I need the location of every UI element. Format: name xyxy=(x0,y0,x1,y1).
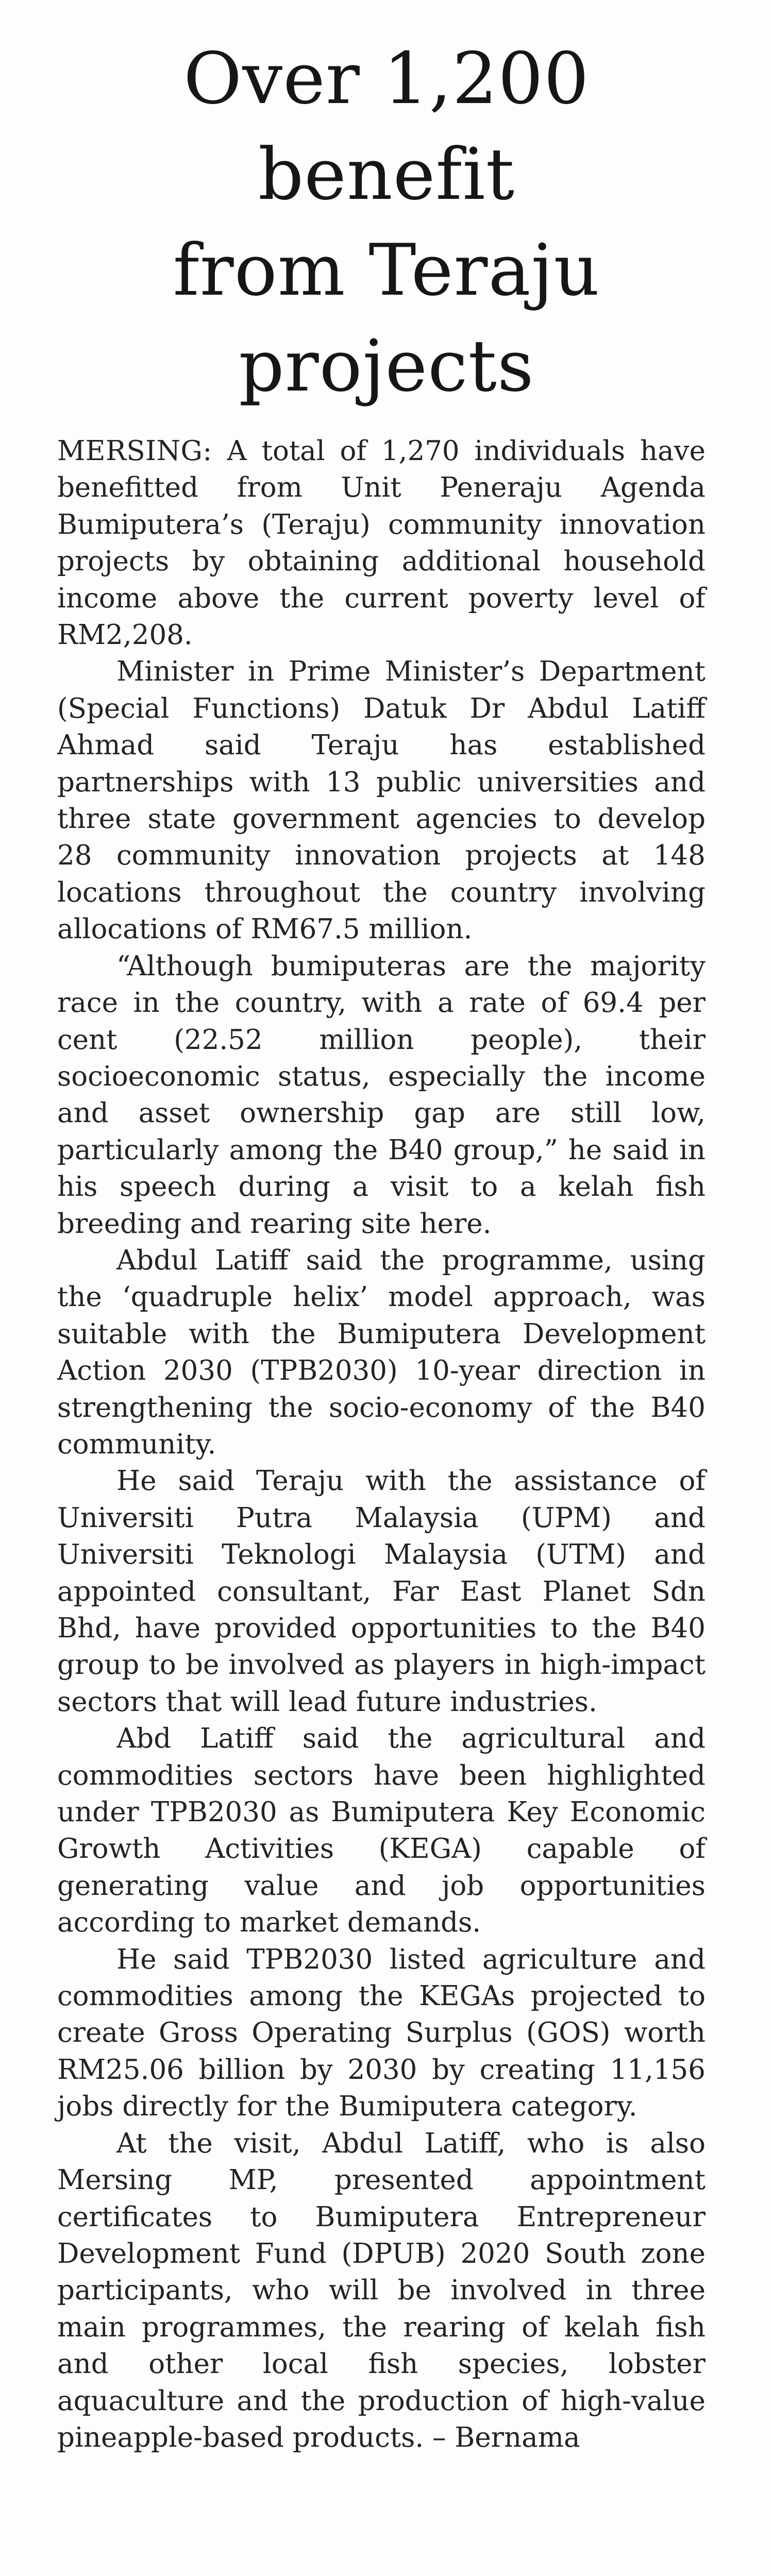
article-paragraph-4: Abdul Latiff said the programme, using the ‘quadruple helix’ model approach, was suitable with the Bumiputera Development Action 2030 (TPB2030) 10-year direction in strengthening the socio-economy of the B40 community. xyxy=(57,1244,705,1460)
headline-line-2: benefit xyxy=(258,133,515,216)
headline xyxy=(0,0,773,414)
article-body xyxy=(57,433,705,2456)
article-paragraph-5: He said Teraju with the assistance of Universiti Putra Malaysia (UPM) and Universiti Teknologi Malaysia (UTM) and appointed consultant, Far East Planet Sdn Bhd, have provided opportunities to the B40 group to be involved as players in high-impact sectors that will lead future industries. xyxy=(57,1465,705,1718)
article-paragraph-8: At the visit, Abdul Latiff, who is also Mersing MP, presented appointment certificates to Bumiputera Entrepreneur Development Fund (DPUB) 2020 South zone participants, who will be involved in three main programmes, the rearing of kelah fish and other local fish species, lobster aquaculture and the production of high-value pineapple-based products. – Bernama xyxy=(57,2127,705,2453)
headline-line-1: Over 1,200 xyxy=(183,37,590,120)
headline-line-3: from Teraju xyxy=(173,229,600,312)
article-paragraph-1-text: A total of 1,270 individuals have benefitted from Unit Peneraju Agenda Bumiputera’s (Teraju) community innovation projects by obtaining additional household income above the current poverty level of RM2,208. xyxy=(57,435,705,651)
article-paragraph-6: Abd Latiff said the agricultural and commodities sectors have been highlighted under TPB2030 as Bumiputera Key Economic Growth Activities (KEGA) capable of generating value and job opportunities according to market demands. xyxy=(57,1723,705,1939)
dateline: MERSING: xyxy=(57,435,212,467)
article-paragraph-2: Minister in Prime Minister’s Department (Special Functions) Datuk Dr Abdul Latiff Ahmad said Teraju has established partnerships with 13 public universities and three state government agencies to develop 28 community innovation projects at 148 locations throughout the country involving allocations of RM67.5 million. xyxy=(57,656,705,945)
article-paragraph-7: He said TPB2030 listed agriculture and commodities among the KEGAs projected to create Gross Operating Surplus (GOS) worth RM25.06 billion by 2030 by creating 11,156 jobs directly for the Bumiputera category. xyxy=(57,1943,705,2123)
article-paragraph-3: “Although bumiputeras are the majority race in the country, with a rate of 69.4 per cent (22.52 million people), their socioeconomic status, especially the income and asset ownership gap are still low, particularly among the B40 group,” he said in his speech during a visit to a kelah fish breeding and rearing site here. xyxy=(57,950,705,1240)
headline-line-4: projects xyxy=(239,325,534,408)
article-paragraph-1 xyxy=(57,433,705,653)
